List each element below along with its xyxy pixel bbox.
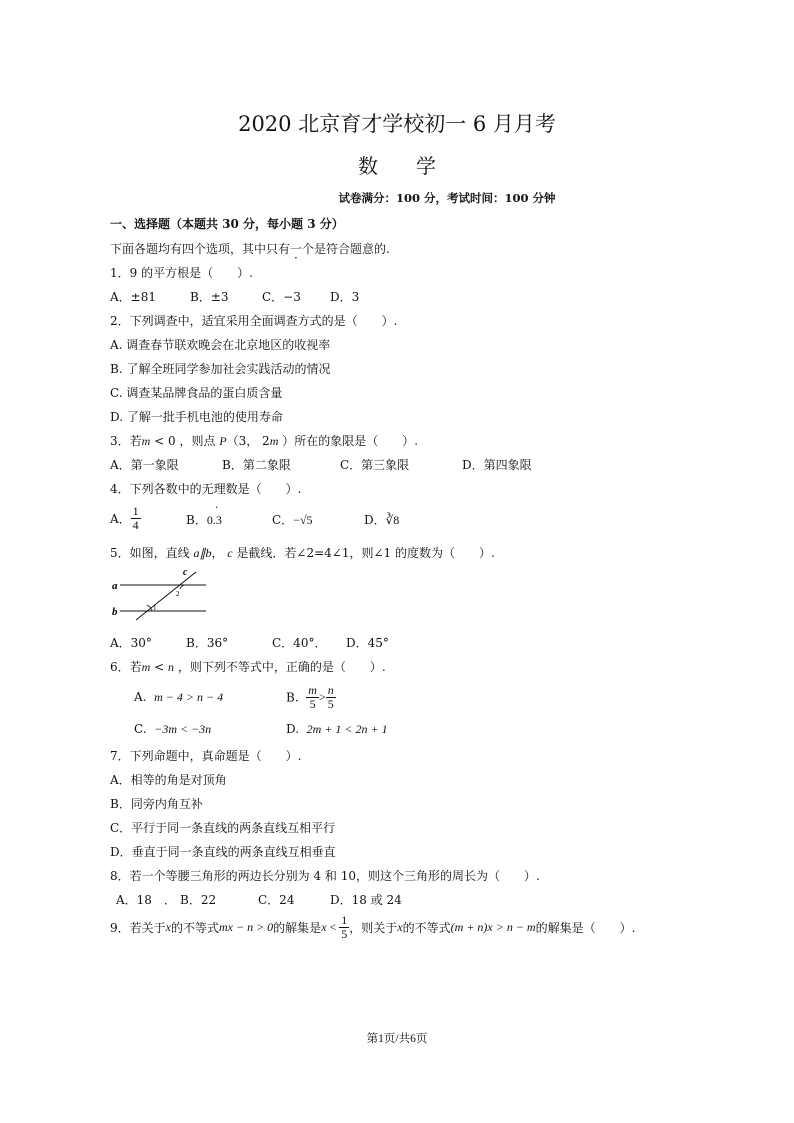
question-6-option-a xyxy=(134,690,223,705)
question-2-option-c: C. 调查某品牌食品的蛋白质含量 xyxy=(110,386,283,400)
question-5-option-a: A．30° xyxy=(110,636,152,650)
q3-text: 3．若 xyxy=(110,434,142,448)
math-expression: 2m + 1 < 2n + 1 xyxy=(306,722,388,736)
q3-text: （3， 2 xyxy=(226,434,270,448)
repeating-decimal: 0.3 xyxy=(206,513,222,527)
question-3-stem xyxy=(110,432,418,449)
q6-text: ，则下列不等式中，正确的是（ ）. xyxy=(174,660,386,674)
option-label: A. xyxy=(134,690,147,704)
question-6-option-c xyxy=(134,722,211,737)
math-expression: m − 4 > n − 4 xyxy=(154,690,224,704)
label-angle-2: 2 xyxy=(176,590,180,598)
question-9-stem xyxy=(110,914,635,941)
question-8-option-d: D．18 或 24 xyxy=(330,893,402,907)
label-angle-1: 1 xyxy=(153,604,157,612)
question-2-option-b: B. 了解全班同学参加社会实践活动的情况 xyxy=(110,362,331,376)
question-5-option-d: D．45° xyxy=(346,636,389,650)
question-6-stem xyxy=(110,658,386,675)
q9-inequality: (m + n)x > n − m xyxy=(450,920,536,934)
question-1-option-b: B．±3 xyxy=(190,290,229,304)
option-label: A． xyxy=(110,512,131,526)
question-8-option-c: C．24 xyxy=(258,893,295,907)
q9-text: ，则关于 xyxy=(349,921,398,935)
q3-var-m: m xyxy=(269,434,279,448)
page-number: 第1页/共6页 xyxy=(366,1033,428,1045)
question-6-option-b xyxy=(286,684,336,711)
denominator: 5 xyxy=(327,697,334,711)
question-1-option-d: D．3 xyxy=(330,290,360,304)
q3-text: ）所在的象限是（ ）. xyxy=(278,434,419,448)
math-expression: −3m < −3n xyxy=(154,722,212,736)
option-label: C. xyxy=(134,722,147,736)
question-5-option-b: B．36° xyxy=(186,636,229,650)
cube-root: ∛8 xyxy=(385,513,400,527)
question-3-option-d: D．第四象限 xyxy=(462,458,532,472)
question-5-stem xyxy=(110,544,495,561)
line-c xyxy=(136,572,196,620)
label-c: c xyxy=(183,567,188,578)
label-b: b xyxy=(112,606,118,618)
denominator: 5 xyxy=(309,697,316,711)
q9-inequality: mx − n > 0 xyxy=(218,920,274,934)
q6-var-m: m xyxy=(141,660,151,674)
q5-text: 5．如图，直线 xyxy=(110,546,194,560)
question-3-option-a: A．第一象限 xyxy=(110,458,179,472)
question-1-option-c: C．−3 xyxy=(262,290,301,304)
section-heading: 一、选择题（本题共 30 分，每小题 3 分） xyxy=(110,217,344,231)
radical: −√5 xyxy=(293,513,313,527)
q6-text: < xyxy=(150,660,168,674)
question-3-option-b: B．第二象限 xyxy=(222,458,291,472)
option-label: D． xyxy=(364,513,386,527)
denominator: 5 xyxy=(341,927,348,941)
q5-var-ab: a∥b xyxy=(193,546,212,560)
numerator: 1 xyxy=(132,504,139,518)
section-intro xyxy=(110,240,390,257)
operator: > xyxy=(318,690,326,704)
q5-text: 是截线．若∠2=4∠1，则∠1 的度数为（ ）. xyxy=(232,546,495,560)
q5-text: ， xyxy=(211,546,228,560)
intro-text: 下面各题均有四个选项，其中只有 xyxy=(110,242,291,256)
question-3-option-c: C．第三象限 xyxy=(340,458,410,472)
repeating-dot-icon: · xyxy=(215,503,219,514)
question-8-stem: 8．若一个等腰三角形的两边长分别为 4 和 10，则这个三角形的周长为（ ）. xyxy=(110,869,540,883)
q5-var-c: c xyxy=(227,546,233,560)
q3-var-p: P xyxy=(219,434,227,448)
intro-emphasis: 一个 xyxy=(290,242,315,256)
question-2-stem: 2．下列调查中，适宜采用全面调查方式的是（ ）. xyxy=(110,314,398,328)
question-4-stem: 4．下列各数中的无理数是（ ）. xyxy=(110,482,302,496)
question-6-option-d xyxy=(286,722,388,737)
q3-var-m: m xyxy=(141,434,151,448)
numerator: m xyxy=(308,683,317,697)
label-a: a xyxy=(112,580,118,592)
question-4-option-a xyxy=(110,505,141,532)
question-2-option-a: A. 调查春节联欢晚会在北京地区的收视率 xyxy=(110,338,331,352)
q9-var-x: x xyxy=(397,920,403,934)
q9-text: 的不等式 xyxy=(170,921,219,935)
q6-var-n: n xyxy=(168,660,174,674)
option-label: C． xyxy=(272,513,294,527)
numerator: n xyxy=(327,683,334,697)
question-7-option-a: A．相等的角是对顶角 xyxy=(110,773,227,787)
exam-title: 2020 北京育才学校初一 6 月月考 xyxy=(238,112,556,136)
question-7-stem: 7．下列命题中，真命题是（ ）. xyxy=(110,749,302,763)
fraction xyxy=(131,505,141,532)
q9-var-x: x xyxy=(321,920,327,934)
q9-text: 的解集是（ ）. xyxy=(535,921,636,935)
option-label: B. xyxy=(286,690,299,705)
question-5-option-c: C．40°． xyxy=(272,636,327,650)
fraction xyxy=(306,684,319,711)
q3-text: < 0 ，则点 xyxy=(150,434,220,448)
operator: < xyxy=(326,920,340,934)
q9-text: 的解集是 xyxy=(273,921,322,935)
question-7-option-c: C．平行于同一条直线的两条直线互相平行 xyxy=(110,821,336,835)
question-4-option-d xyxy=(364,511,399,528)
q6-text: 6．若 xyxy=(110,660,142,674)
question-1-stem: 1．9 的平方根是（ ）. xyxy=(110,266,253,280)
fraction xyxy=(339,914,349,941)
q9-text: 9．若关于 xyxy=(110,921,166,935)
denominator: 4 xyxy=(132,518,139,532)
intro-text-end: 是符合题意的. xyxy=(314,242,390,256)
q9-text: 的不等式 xyxy=(402,921,451,935)
question-1-option-a: A．±81 xyxy=(110,290,156,304)
parallel-lines-figure xyxy=(110,566,210,622)
question-7-option-b: B．同旁内角互补 xyxy=(110,797,203,811)
option-label: B． xyxy=(186,513,207,527)
numerator: 1 xyxy=(341,913,348,927)
question-7-option-d: D．垂直于同一条直线的两条直线互相垂直 xyxy=(110,845,336,859)
angle-2-arc xyxy=(180,585,184,589)
subject-title: 数学 xyxy=(358,154,474,178)
question-8-option-a: A．18 ． xyxy=(116,893,176,907)
question-2-option-d: D. 了解一批手机电池的使用寿命 xyxy=(110,410,283,424)
question-4-option-c xyxy=(272,511,313,528)
question-8-option-b: B．22 xyxy=(180,893,217,907)
q9-var-x: x xyxy=(165,920,171,934)
option-label: D. xyxy=(286,722,300,736)
fraction xyxy=(326,684,336,711)
exam-meta: 试卷满分：100 分，考试时间：100 分钟 xyxy=(338,191,556,205)
